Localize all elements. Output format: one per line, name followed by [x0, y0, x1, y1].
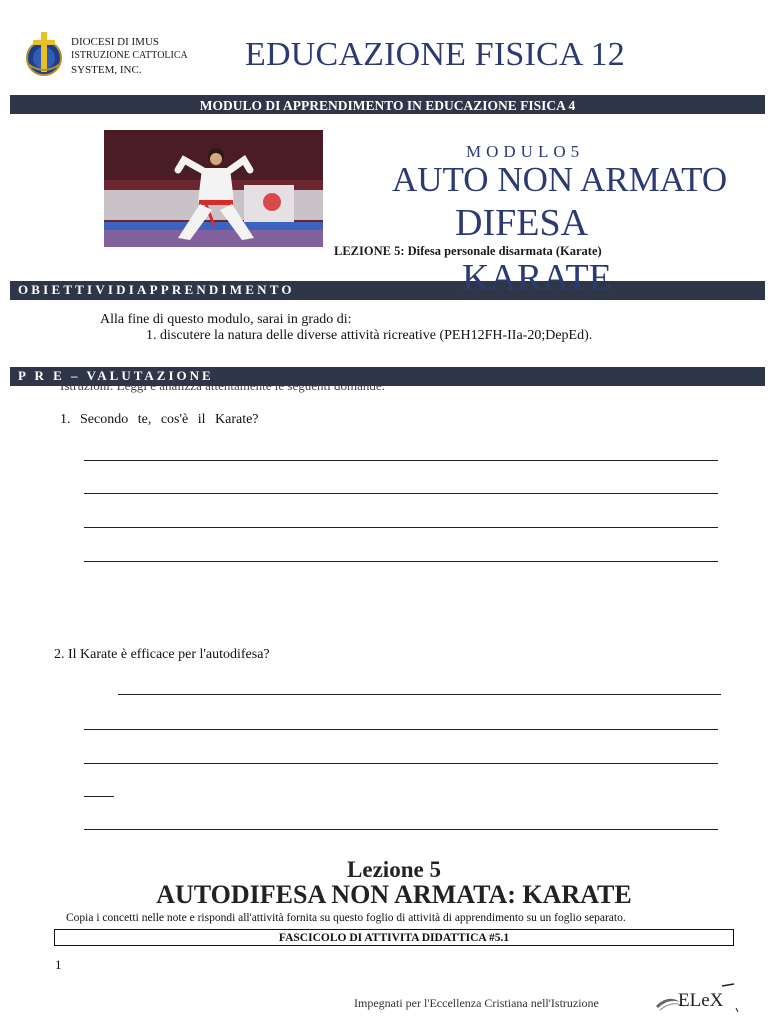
- elex-logo-icon: [654, 980, 744, 1014]
- module-title-line-2: DIFESA: [455, 202, 589, 244]
- module-banner: MODULO DI APPRENDIMENTO IN EDUCAZIONE FISICA 4: [10, 95, 765, 114]
- org-line-1: DIOCESI DI IMUS: [71, 36, 159, 48]
- answer-line[interactable]: [118, 694, 721, 695]
- organization-name: [71, 35, 188, 77]
- objectives-heading: OBIETTIVIDIAPPRENDIMENTO: [10, 281, 765, 300]
- footer-motto: Impegnati per l'Eccellenza Cristiana nell'Istruzione: [354, 996, 599, 1010]
- answer-line[interactable]: [84, 763, 718, 764]
- pre-assessment-heading: P R E – VALUTAZIONE: [10, 367, 765, 386]
- karate-athlete-photo: [104, 130, 323, 247]
- module-title-line-3: KARATE: [462, 257, 612, 299]
- page-title: EDUCAZIONE FISICA 12: [245, 36, 625, 73]
- answer-line[interactable]: [84, 829, 718, 830]
- objective-item: 1. discutere la natura delle diverse attività ricreative (PEH12FH-IIa-20;DepEd).: [146, 328, 593, 343]
- answer-line[interactable]: [84, 561, 718, 562]
- objectives-intro: Alla fine di questo modulo, sarai in grado di:: [100, 312, 352, 327]
- question-2: 2. Il Karate è efficace per l'autodifesa?: [54, 647, 270, 662]
- answer-line[interactable]: [84, 729, 718, 730]
- module-label: MODULO5: [466, 142, 585, 161]
- org-line-2: ISTRUZIONE CATTOLICA: [71, 50, 188, 61]
- lesson-number: Lezione 5: [347, 857, 441, 882]
- answer-line[interactable]: [84, 460, 718, 461]
- lesson-title: AUTODIFESA NON ARMATA: KARATE: [156, 880, 632, 909]
- answer-line[interactable]: [84, 493, 718, 494]
- lesson-instructions: Copia i concetti nelle note e rispondi all'attività fornita su questo foglio di attività di apprendimento su un foglio separato.: [66, 912, 626, 924]
- question-1: 1. Secondo te, cos'è il Karate?: [60, 412, 259, 427]
- answer-line[interactable]: [84, 796, 114, 797]
- elex-logo-text: ELeX: [678, 990, 724, 1011]
- org-line-3: SYSTEM, INC.: [71, 64, 142, 76]
- lesson-subtitle: LEZIONE 5: Difesa personale disarmata (Karate): [334, 244, 602, 258]
- page-number: 1: [55, 957, 62, 972]
- answer-line[interactable]: [84, 527, 718, 528]
- activity-sheet-box: FASCICOLO DI ATTIVITA DIDATTICA #5.1: [54, 929, 734, 946]
- module-title-line-1: AUTO NON ARMATO: [392, 160, 728, 199]
- diocese-logo-icon: [22, 30, 66, 78]
